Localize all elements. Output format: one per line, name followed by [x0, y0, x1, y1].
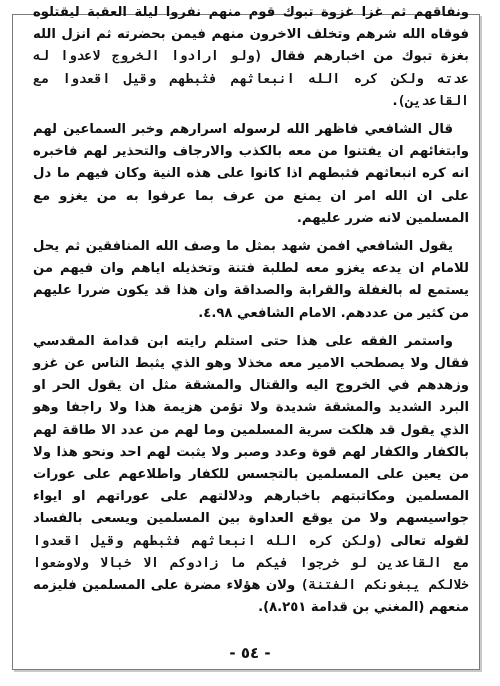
paragraph-1 — [33, 2, 469, 113]
quran-verse: (ولكن كره الله انبعاثهم فثبطهم وقيل اقعدوا مع القاعدين لو خرجوا فيكم ما زادوكم الا خبالا ولاوضعوا خلالكم يبغونكم الفتنة) — [33, 533, 469, 594]
paragraph-text: ونفاقهم ثم غزا غزوة تبوك قوم منهم نفروا ليلة العقبة ليقتلوه فوقاه الله شرهم وتخلف الاخرون منهم فيمن بحضرته ثم انزل الله بغزة تبوك من اخبارهم فقال — [33, 5, 469, 65]
paragraph-text: واستمر الفقه على هذا حتى استلم رايته ابن قدامة المقدسي فقال ولا يصطحب الامير معه مخذلا وهو الذي يثبط الناس عن غزو وزهدهم في الخروج اليه والقتال والمشقة مثل ان يقول الحر او البرد الشديد والمشقة شديدة ولا تؤمن هزيمة هذا ولا راجفا وهو الذي يقول قد هلكت سرية المسلمين وما لهم من عدد الا طاقة لهم بالكفار والكفار لهم قوة وعدد وصبر ولا يثبت لهم احد ونحو هذا ولا من يعين على المسلمين بالتجسس للكفار واطلاعهم على عورات المسلمين ومكاتبتهم باخبارهم ودلالتهم على عوراتهم او ايواء جواسيسهم ولا من يوقع العداوة بين المسلمين ويسعى بالفساد لقوله تعالى — [33, 333, 469, 549]
paragraph-text: قال الشافعي فاظهر الله لرسوله اسرارهم وخبر السماعين لهم وابتغائهم ان يفتنوا من معه بالكذب والارجاف والتحذير لهم فاخبره انه كره انبعاثهم فثبطهم اذا كانوا على هذه النية وكان فيهم ما دل على ان الله امر ان يمنع من عرف بما عرفوا به من يغزو مع المسلمين لانه ضرر عليهم. — [33, 122, 469, 226]
paragraph-text-end: . — [392, 93, 398, 109]
paragraph-3 — [33, 236, 469, 325]
body-text — [33, 2, 469, 625]
page-number: - ٥٤ - — [229, 644, 271, 662]
quran-verse: (ولو ارادوا الخروج لاعدوا له عدته ولكن كره الله انبعاثهم فثبطهم وقيل اقعدوا مع القاعدين) — [33, 49, 469, 109]
paragraph-2 — [33, 119, 469, 230]
paragraph-text-end: ولان هؤلاء مضرة على المسلمين فليزمه منعهم (المغني بن قدامة ٨.٢٥١). — [33, 578, 469, 616]
paragraph-4 — [33, 331, 469, 620]
paragraph-text: يقول الشافعي افمن شهد بمثل ما وصف الله المنافقين ثم يحل للامام ان يدعه يغزو معه لطلبة فتنة وتخذيله اياهم وان فيهم من يستمع له بالغفلة والقرابة والصداقة وان هذا قد يكون ضررا عليهم من كثير من عددهم. الامام الشافعي ٤.٩٨. — [33, 239, 469, 321]
